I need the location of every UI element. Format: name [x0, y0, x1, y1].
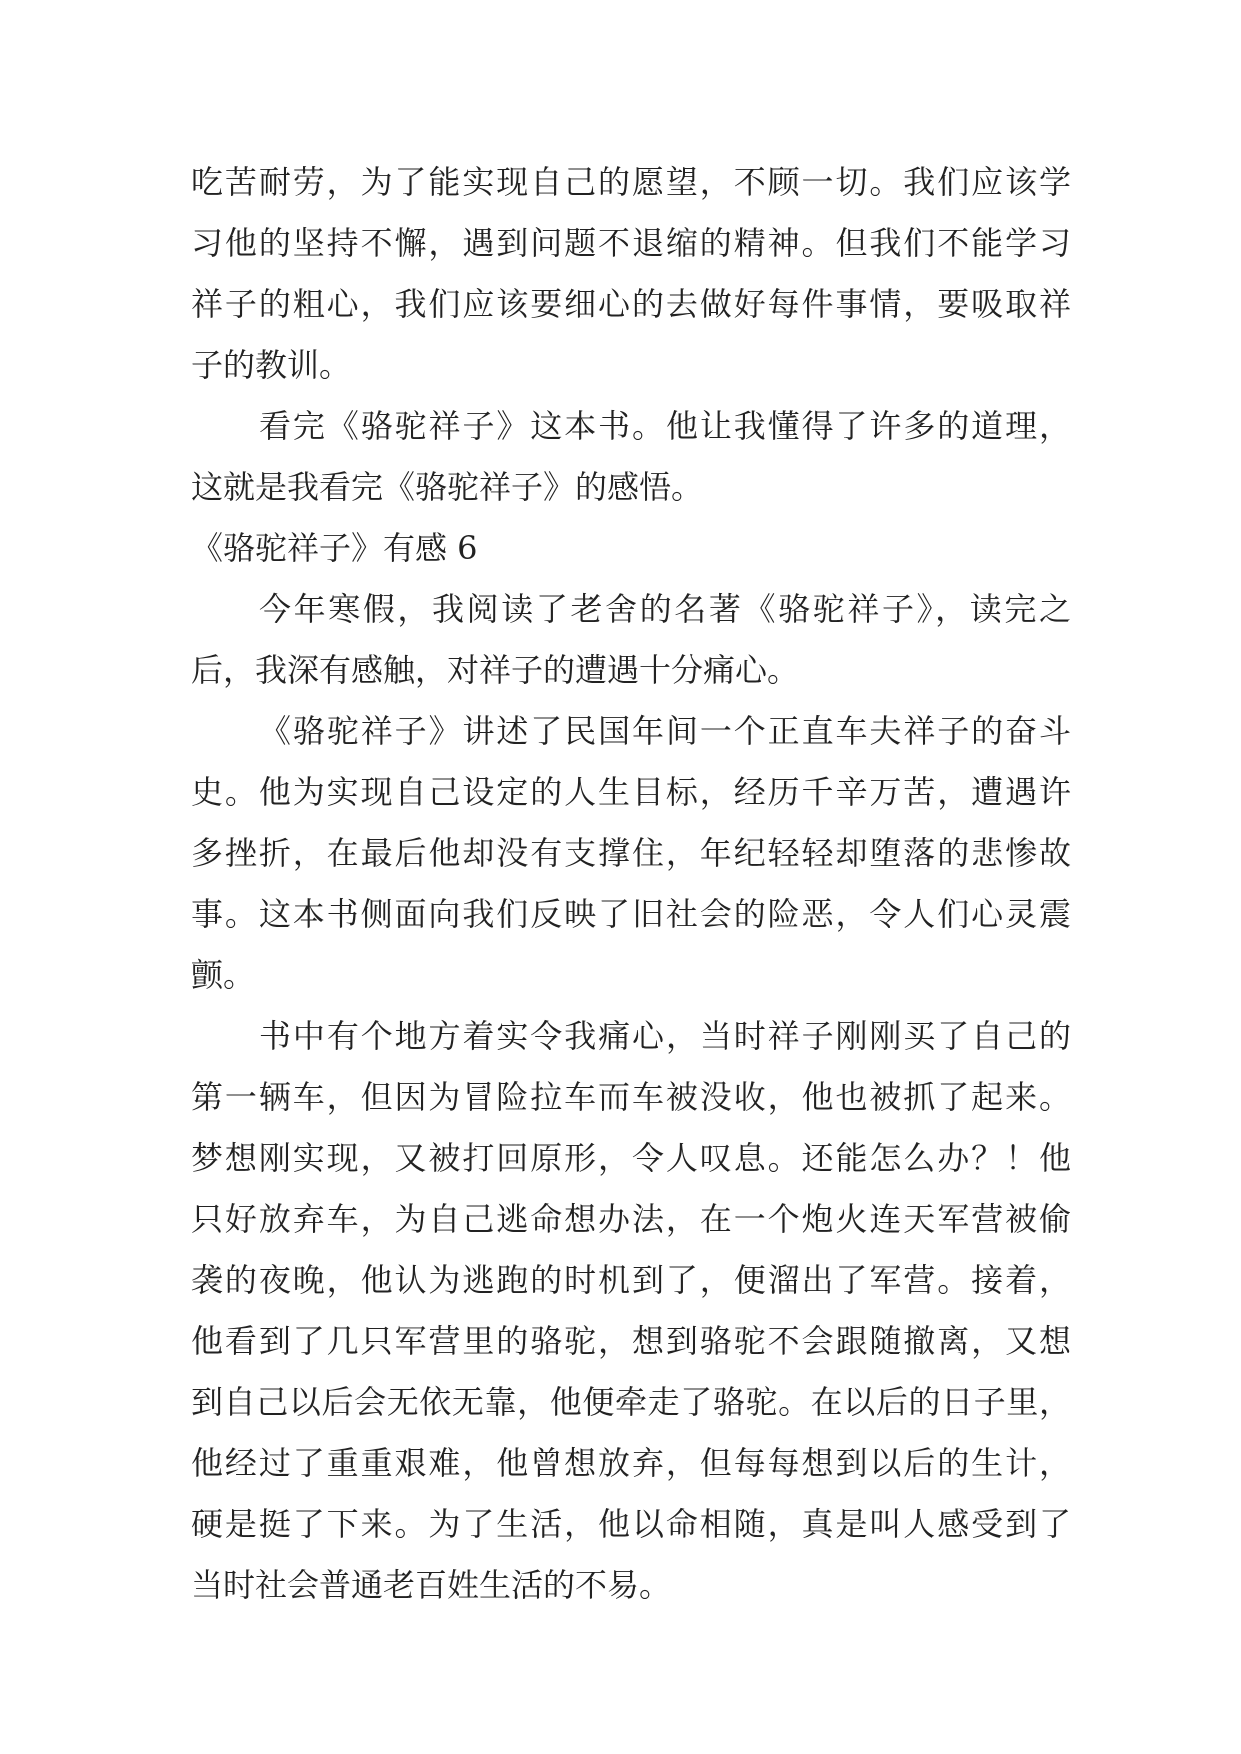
- text-line: 吃苦耐劳，为了能实现自己的愿望，不顾一切。我们应该学: [191, 163, 1071, 201]
- text-line: 史。他为实现自己设定的人生目标，经历千辛万苦，遭遇许: [191, 773, 1071, 811]
- paragraph: [191, 396, 1071, 518]
- text-line: 颤。: [191, 956, 256, 994]
- text-line: 习他的坚持不懈，遇到问题不退缩的精神。但我们不能学习: [191, 224, 1071, 262]
- heading-text: 《骆驼祥子》有感 6: [191, 529, 478, 567]
- section-heading: [191, 518, 1071, 579]
- text-line: 袭的夜晚，他认为逃跑的时机到了，便溜出了军营。接着，: [191, 1261, 1071, 1299]
- text-line: 硬是挺了下来。为了生活，他以命相随，真是叫人感受到了: [191, 1505, 1071, 1543]
- text-line: 祥子的粗心，我们应该要细心的去做好每件事情，要吸取祥: [191, 285, 1071, 323]
- text-line: 子的教训。: [191, 346, 352, 384]
- text-line: 多挫折，在最后他却没有支撑住，年纪轻轻却堕落的悲惨故: [191, 834, 1071, 872]
- text-line: 这就是我看完《骆驼祥子》的感悟。: [191, 468, 704, 506]
- text-line: 只好放弃车，为自己逃命想办法，在一个炮火连天军营被偷: [191, 1200, 1071, 1238]
- text-line: 第一辆车，但因为冒险拉车而车被没收，他也被抓了起来。: [191, 1078, 1071, 1116]
- text-line: 今年寒假，我阅读了老舍的名著《骆驼祥子》，读完之: [259, 590, 1071, 628]
- text-line: 梦想刚实现，又被打回原形，令人叹息。还能怎么办？！他: [191, 1139, 1071, 1177]
- document-body: [191, 152, 1071, 1616]
- text-line: 看完《骆驼祥子》这本书。他让我懂得了许多的道理，: [259, 407, 1071, 445]
- paragraph: [191, 152, 1071, 396]
- paragraph: [191, 701, 1071, 1006]
- text-line: 后，我深有感触，对祥子的遭遇十分痛心。: [191, 651, 800, 689]
- text-line: 《骆驼祥子》讲述了民国年间一个正直车夫祥子的奋斗: [259, 712, 1071, 750]
- text-line: 他经过了重重艰难，他曾想放弃，但每每想到以后的生计，: [191, 1444, 1071, 1482]
- paragraph: [191, 579, 1071, 701]
- text-line: 他看到了几只军营里的骆驼，想到骆驼不会跟随撤离，又想: [191, 1322, 1071, 1360]
- paragraph: [191, 1006, 1071, 1616]
- text-line: 当时社会普通老百姓生活的不易。: [191, 1566, 672, 1604]
- text-line: 到自己以后会无依无靠，他便牵走了骆驼。在以后的日子里，: [191, 1383, 1071, 1421]
- text-line: 事。这本书侧面向我们反映了旧社会的险恶，令人们心灵震: [191, 895, 1071, 933]
- text-line: 书中有个地方着实令我痛心，当时祥子刚刚买了自己的: [259, 1017, 1071, 1055]
